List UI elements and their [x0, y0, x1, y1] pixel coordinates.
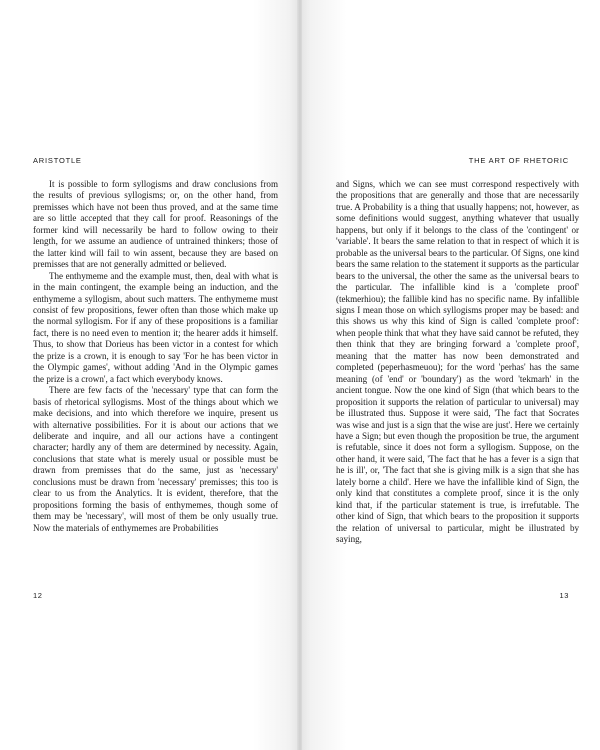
paragraph: It is possible to form syllogisms and draw conclusions from the results of previous syllogisms; or, on the other hand, from premisses which have not been thus proved, and at the same time are so little accepted that they call for proof. Reasonings of the former kind will necessarily be hard to follow owing to their length, for we assume an audience of untrained thinkers; those of the latter kind will fail to win assent, because they are based on premisses that are not generally admitted or believed. — [33, 179, 278, 270]
paragraph: The enthymeme and the example must, then, deal with what is in the main contingent, the example being an induction, and the enthymeme a syllogism, about such matters. The enthymeme must consist of few propositions, fewer often than those which make up the normal syllogism. For if any of these propositions is a familiar fact, there is no need even to mention it; the hearer adds it himself. Thus, to show that Dorieus has been victor in a contest for which the prize is a crown, it is enough to say 'For he has been victor in the Olympic games', without adding 'And in the Olympic games the prize is a crown', a fact which everybody knows. — [33, 270, 278, 384]
page-number-left: 12 — [33, 591, 43, 600]
right-page-text — [336, 179, 579, 546]
left-page-text — [33, 179, 278, 534]
left-page — [0, 0, 298, 750]
right-page — [302, 0, 600, 750]
paragraph: and Signs, which we can see must correspond respectively with the propositions that are generally and those that are necessarily true. A Probability is a thing that usually happens; not, however, as some definitions would suggest, anything whatever that usually happens, but only if it belongs to the class of the 'contingent' or 'variable'. It bears the same relation to that in respect of which it is probable as the universal bears to the particular. Of Signs, one kind bears the same relation to the statement it supports as the particular bears to the universal, the other the same as the universal bears to the particular. The infallible kind is a 'complete proof' (tekmerhiou); the fallible kind has no specific name. By infallible signs I mean those on which syllogisms proper may be based: and this shows us why this kind of Sign is called 'complete proof': when people think that what they have said cannot be refuted, they then think that they are bringing forward a 'complete proof', meaning that the matter has now been demonstrated and completed (peperhasmeuou); for the word 'perhas' has the same meaning (of 'end' or 'boundary') as the word 'tekmarh' in the ancient tongue. Now the one kind of Sign (that which bears to the proposition it supports the relation of particular to universal) may be illustrated thus. Suppose it were said, 'The fact that Socrates was wise and just is a sign that the wise are just'. Here we certainly have a Sign; but even though the proposition be true, the argument is refutable, since it does not form a syllogism. Suppose, on the other hand, it were said, 'The fact that he has a fever is a sign that he is ill', or, 'The fact that she is giving milk is a sign that she has lately borne a child'. Here we have the infallible kind of Sign, the only kind that constitutes a complete proof, since it is the only kind that, if the particular statement is true, is irrefutable. The other kind of Sign, that which bears to the proposition it supports the relation of universal to particular, might be illustrated by saying, — [336, 179, 579, 545]
paragraph: There are few facts of the 'necessary' type that can form the basis of rhetorical syllogisms. Most of the things about which we make decisions, and into which therefore we inquire, present us with alternative possibilities. For it is about our actions that we deliberate and inquire, and all our actions have a contingent character; hardly any of them are determined by necessity. Again, conclusions that state what is merely usual or possible must be drawn from premisses that do the same, just as 'necessary' conclusions must be drawn from 'necessary' premisses; this too is clear to us from the Analytics. It is evident, therefore, that the propositions forming the basis of enthymemes, though some of them may be 'necessary', will most of them be only usually true. Now the materials of enthymemes are Probabilities — [33, 385, 278, 533]
running-head-left: ARISTOTLE — [33, 156, 82, 165]
running-head-right: THE ART OF RHETORIC — [468, 156, 569, 165]
page-number-right: 13 — [559, 591, 569, 600]
